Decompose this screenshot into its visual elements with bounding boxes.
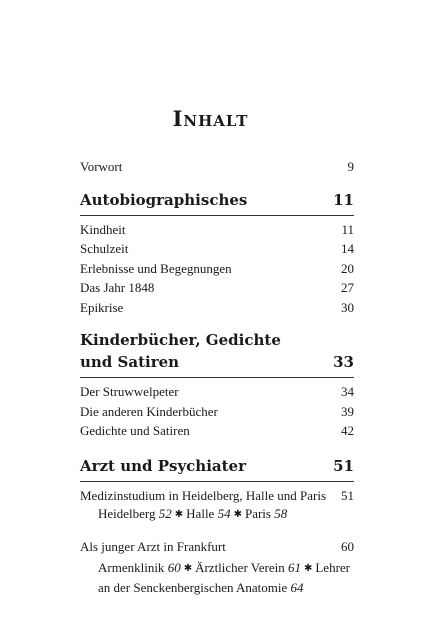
table-of-contents [80,157,354,597]
entry-label: Die anderen Kinderbücher [80,403,218,419]
entry-page: 60 [341,539,354,554]
subentry-label: Armenklinik [98,559,165,575]
entry-page: 39 [341,403,354,419]
asterisk-separator-icon: ✱ [303,562,313,574]
asterisk-separator-icon: ✱ [183,562,193,574]
entry-label: Medizinstudium in Heidelberg, Halle und Paris [80,487,326,503]
entry-label: Erlebnisse und Begegnungen [80,260,232,276]
subentry-page: 52 [158,506,172,521]
toc-entry[interactable] [80,239,354,259]
toc-subentries [80,557,354,597]
entry-page: 34 [341,384,354,399]
asterisk-separator-icon: ✱ [174,509,184,520]
subentry-label: Paris [244,506,271,521]
subentry-page: 58 [274,506,288,521]
section-page: 11 [333,190,354,209]
section-entries [80,486,354,597]
page-title: Inhalt [172,106,249,131]
entry-page: 51 [341,487,354,503]
section-divider [80,481,354,482]
subentry-page: 61 [287,559,301,575]
subentry-label: Ärztlicher Verein [195,559,285,575]
subentry-page: 54 [217,506,231,521]
subentry-label: Heidelberg [98,506,156,521]
section-title: Arzt und Psychiater [80,456,247,475]
entry-page: 27 [341,280,354,295]
section-title-line: und Satiren [80,353,180,371]
toc-entry[interactable] [80,259,354,279]
subentry-label: Lehrer an der Senckenbergischen Anatomie [98,559,350,595]
section-title: Autobiographisches [80,190,248,209]
entry-label: Epikrise [80,299,124,315]
entry-label: Schulzeit [80,241,129,256]
section-entries [80,382,354,441]
subentry-page: 60 [167,559,181,575]
asterisk-separator-icon: ✱ [233,509,242,520]
section-divider [80,215,354,216]
section-heading-kinderbuecher[interactable] [80,329,354,373]
toc-entry[interactable] [80,278,354,298]
toc-entry[interactable] [80,382,354,402]
entry-label: Das Jahr 1848 [80,280,155,295]
toc-entry[interactable] [80,402,354,422]
entry-label: Vorwort [80,159,123,174]
toc-entry[interactable] [80,220,354,240]
toc-entry[interactable] [80,486,354,506]
entry-label: Der Struwwelpeter [80,384,179,399]
section-title [80,329,281,373]
entry-page: 9 [347,159,354,174]
entry-page: 20 [341,260,354,276]
entry-label: Als junger Arzt in Frankfurt [80,539,226,554]
entry-page: 11 [341,221,354,237]
entry-page: 42 [341,423,354,438]
section-title-line: Kinderbücher, Gedichte [80,331,281,349]
entry-label: Gedichte und Satiren [80,423,190,438]
entry-label: Kindheit [80,221,126,237]
entry-page: 14 [341,241,354,256]
toc-entry[interactable] [80,421,354,441]
toc-entry[interactable] [80,537,354,557]
section-divider [80,377,354,378]
section-page: 51 [333,456,354,475]
toc-subentries [80,505,354,525]
toc-entry-vorwort[interactable] [80,157,354,177]
section-heading-arzt[interactable] [80,455,354,477]
subentry-page: 64 [290,579,304,595]
toc-entry[interactable] [80,298,354,318]
section-entries [80,220,354,318]
subentry-label: Halle [186,506,215,521]
section-heading-autobiographisches[interactable] [80,189,354,211]
entry-page: 30 [341,299,354,315]
section-page: 33 [333,353,354,371]
